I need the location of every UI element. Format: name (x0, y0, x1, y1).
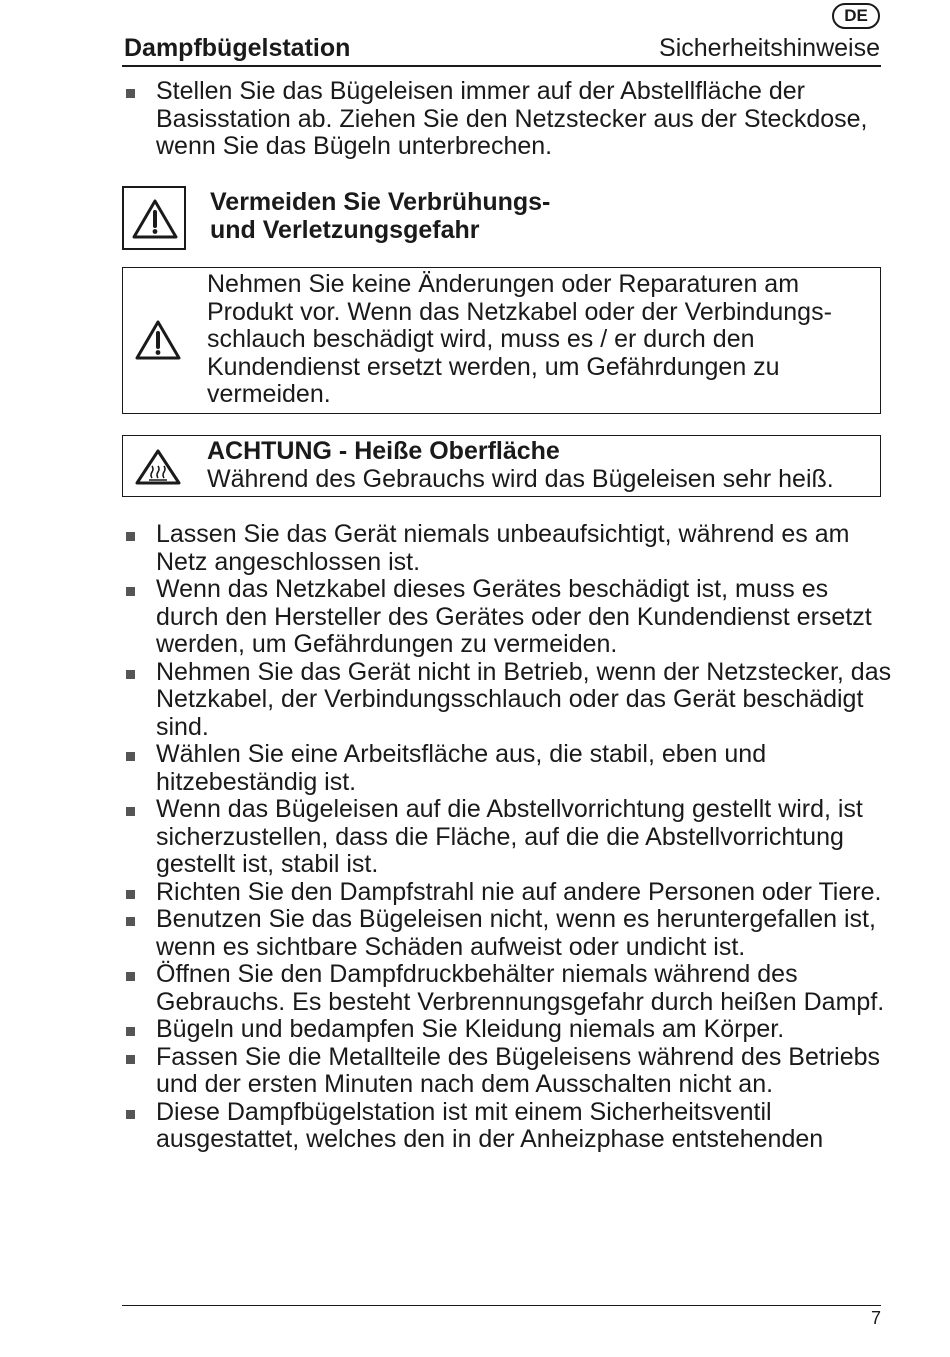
warning-box (122, 267, 881, 414)
hot-surface-icon (135, 448, 181, 491)
bullet-square-icon (126, 807, 135, 816)
warning-triangle-icon (135, 319, 181, 366)
list-item-text: Wählen Sie eine Arbeitsfläche aus, die stabil, eben und hitzebeständig ist. (156, 740, 767, 796)
bullet-square-icon (126, 1027, 135, 1036)
list-item (122, 741, 892, 796)
list-item-text: Öffnen Sie den Dampfdruckbehälter niemals während des Gebrauchs. Es besteht Verbrennungsgefahr durch heißen Dampf. (156, 960, 885, 1016)
document-title: Dampfbügelstation (124, 34, 351, 62)
list-item-text: Benutzen Sie das Bügeleisen nicht, wenn es heruntergefallen ist, wenn es sichtbare Schäden aufweist oder undicht ist. (156, 905, 876, 961)
list-item-text: Wenn das Bügeleisen auf die Abstellvorrichtung gestellt wird, ist sicherzustellen, dass die Fläche, auf die die Abstellvorrichtung gestellt ist, stabil ist. (156, 795, 863, 878)
header-divider (122, 65, 881, 67)
bullet-square-icon (126, 587, 135, 596)
hot-surface-box (122, 435, 881, 497)
warning-heading-text (210, 188, 550, 244)
bullet-square-icon (126, 972, 135, 981)
list-item-text: Richten Sie den Dampfstrahl nie auf andere Personen oder Tiere. (156, 877, 882, 906)
list-item-text: Stellen Sie das Bügeleisen immer auf der Abstellfläche der Basisstation ab. Ziehen Sie den Netzstecker aus der Steckdose, wenn Sie das Bügeln unterbrechen. (156, 77, 868, 160)
bullet-square-icon (126, 532, 135, 541)
list-item (122, 576, 892, 659)
list-item-text: Lassen Sie das Gerät niemals unbeaufsichtigt, während es am Netz angeschlossen ist. (156, 520, 850, 576)
hot-surface-description: Während des Gebrauchs wird das Bügeleisen sehr heiß. (207, 464, 834, 493)
hot-surface-title: ACHTUNG - Heiße Oberfläche (207, 437, 560, 465)
hot-surface-text (207, 438, 876, 493)
list-item-text: Nehmen Sie das Gerät nicht in Betrieb, wenn der Netzstecker, das Netzkabel, der Verbindungsschlauch oder das Gerät beschädigt sind. (156, 657, 892, 741)
list-item (122, 1044, 892, 1099)
section-title: Sicherheitshinweise (659, 34, 880, 62)
warning-triangle-icon (122, 186, 186, 250)
list-item-text: Bügeln und bedampfen Sie Kleidung niemals am Körper. (156, 1015, 785, 1043)
list-item-text: Wenn das Netzkabel dieses Gerätes beschädigt ist, muss es durch den Hersteller des Gerätes oder den Kundendienst ersetzt werden, um Gefährdungen zu vermeiden. (156, 575, 872, 658)
warning-heading-line-2: und Verletzungsgefahr (210, 216, 480, 244)
list-item (122, 521, 892, 576)
list-item (122, 879, 892, 907)
language-badge: DE (832, 3, 880, 29)
bullet-square-icon (126, 890, 135, 899)
list-item (122, 796, 892, 879)
page-number: 7 (870, 1308, 881, 1328)
list-item (122, 659, 892, 742)
footer-divider (122, 1305, 881, 1306)
bullet-square-icon (126, 752, 135, 761)
bullet-square-icon (126, 917, 135, 926)
bullet-square-icon (126, 1055, 135, 1064)
safety-list (122, 521, 892, 1154)
bullet-square-icon (126, 670, 135, 679)
list-item-text: Diese Dampfbügelstation ist mit einem Sicherheitsventil ausgestattet, welches den in der Anheizphase entstehenden (156, 1097, 824, 1153)
list-item (122, 906, 892, 961)
list-item (122, 1016, 892, 1044)
intro-list (122, 78, 892, 161)
warning-heading-line-1: Vermeiden Sie Verbrühungs- (210, 188, 551, 216)
warning-heading (122, 186, 882, 256)
bullet-square-icon (126, 1110, 135, 1119)
bullet-square-icon (126, 89, 135, 98)
list-item-text: Fassen Sie die Metallteile des Bügeleisens während des Betriebs und der ersten Minuten nach dem Ausschalten nicht an. (156, 1042, 881, 1098)
list-item (122, 1099, 892, 1154)
list-item (122, 961, 892, 1016)
list-item (122, 78, 892, 161)
warning-box-text: Nehmen Sie keine Änderungen oder Reparaturen am Produkt vor. Wenn das Netzkabel oder der Verbindungsschlauch beschädigt wird, muss es / er durch den Kundendienst ersetzt werden, um Gefährdungen zu vermeiden. (207, 270, 832, 408)
